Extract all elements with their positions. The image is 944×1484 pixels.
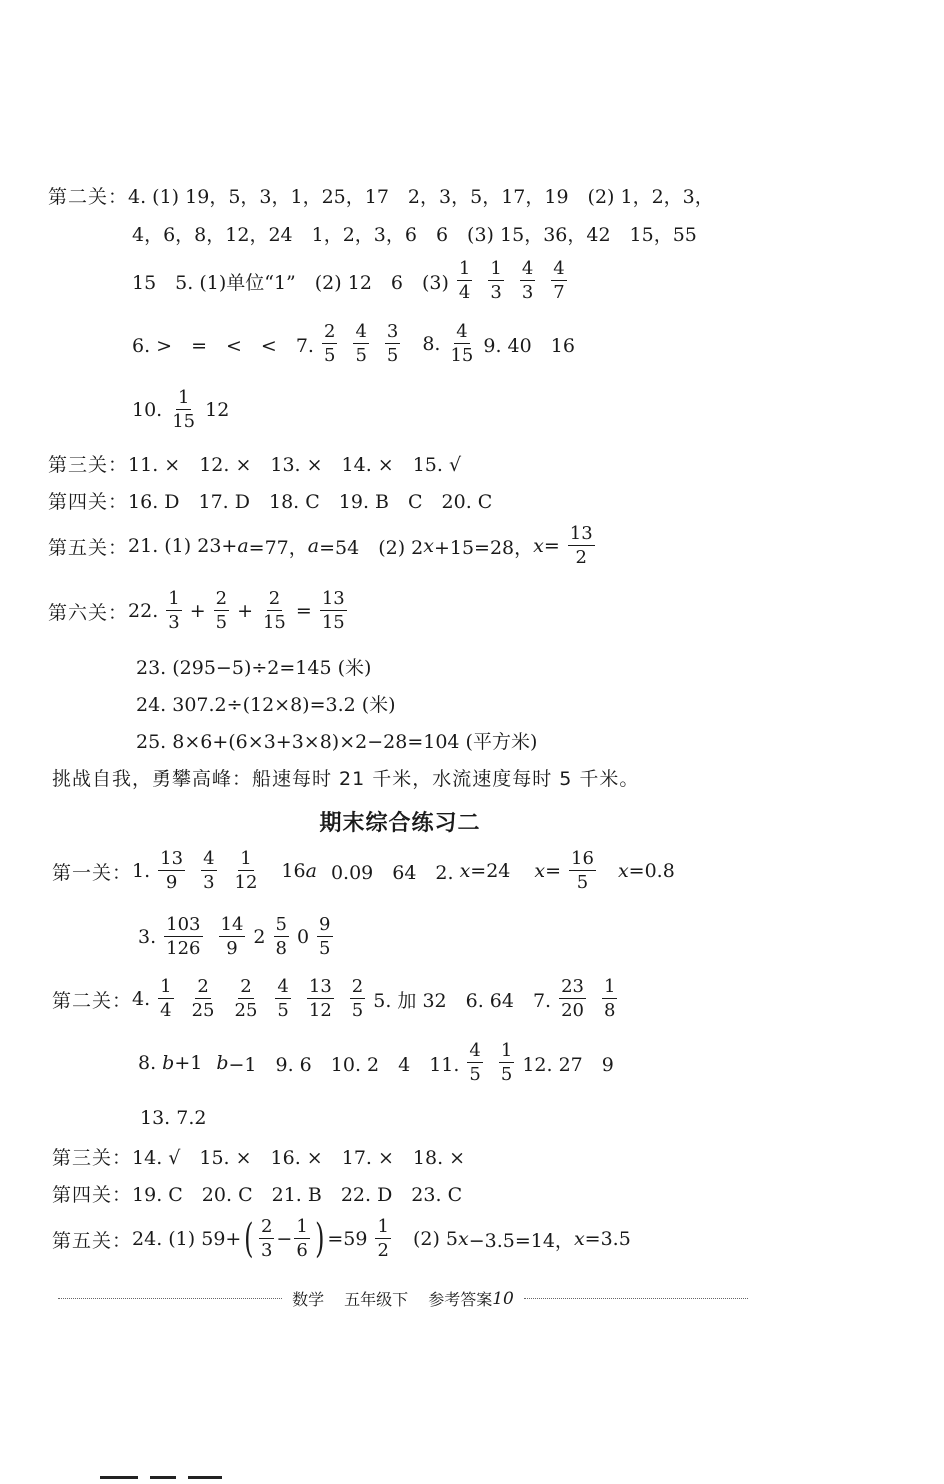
section-label: 第六关： <box>48 601 129 624</box>
fraction: $\frac{2}{3}$ <box>260 1216 273 1261</box>
fraction: $\frac{1}{12}$ <box>234 848 258 893</box>
section-label: 第四关： <box>52 1184 133 1206</box>
answer-text: 21. (1) 23+ <box>128 535 238 557</box>
footer-divider <box>524 1298 748 1299</box>
fraction: $\frac{9}{5}$ <box>319 914 331 959</box>
answer-line <box>132 389 229 431</box>
page-number: 10 <box>492 1288 514 1309</box>
fraction: $\frac{5}{8}$ <box>275 914 287 959</box>
answer-line: 第五关： 21. (1) 23+ a =77， a =54 (2) 2 x +15=28， x = $\frac{13}{2}$ <box>48 523 593 568</box>
answer-line: 第五关： 24. (1) 59+ ( $\frac{2}{3}$ − $\frac{1}{6}$ ) =59 $\frac{1}{2}$ (2) 5 x −3.5=14， x =3.5 <box>52 1216 631 1262</box>
answer-line: 第三关： 14. √ 15. × 16. × 17. × 18. × <box>52 1143 465 1170</box>
fraction: $\frac{1}{3}$ <box>168 588 180 633</box>
answer-text: 6. > = < < 7. <box>132 334 314 357</box>
fraction: $\frac{3}{5}$ <box>386 321 399 366</box>
section-label: 第四关： <box>48 491 129 513</box>
fraction: $\frac{1}{15}$ <box>172 387 196 432</box>
answer-line <box>48 487 492 514</box>
answer-text: 9. 40 16 <box>483 334 575 357</box>
fraction: $\frac{4}{15}$ <box>450 321 474 366</box>
section-label: 第三关： <box>48 454 129 476</box>
fraction: $\frac{2}{5}$ <box>323 321 336 366</box>
fraction: $\frac{4}{3}$ <box>521 258 534 303</box>
answer-text: 15 5. (1)单位“1” (2) 12 6 (3) <box>132 271 449 294</box>
fraction: $\frac{13}{9}$ <box>160 848 184 893</box>
fraction: $\frac{13}{2}$ <box>569 523 593 568</box>
fraction: $\frac{1}{5}$ <box>500 1040 513 1085</box>
answer-line: 第一关： 1. $\frac{13}{9}$ $\frac{4}{3}$ $\frac{1}{12}$ 16 a 0.09 64 2. x =24 x = $\frac{16}{5}$ x =0.8 <box>52 848 675 893</box>
fraction: $\frac{13}{15}$ <box>321 588 345 633</box>
fraction: $\frac{4}{5}$ <box>469 1040 481 1085</box>
page-footer <box>58 1287 748 1310</box>
fraction: $\frac{103}{126}$ <box>166 914 201 959</box>
fraction: $\frac{4}{5}$ <box>277 976 289 1021</box>
fraction: $\frac{1}{8}$ <box>604 976 616 1021</box>
footer-label: 参考答案 <box>428 1290 493 1309</box>
fraction: $\frac{2}{15}$ <box>262 588 286 633</box>
footer-divider <box>58 1298 282 1299</box>
answer-line: 8. b +1 b −1 9. 6 10. 2 4 11. $\frac{4}{5}$ $\frac{1}{5}$ 12. 27 9 <box>138 1040 614 1085</box>
answer-text: 23. (295−5)÷2=145 (米) <box>136 657 372 679</box>
answer-line <box>132 260 575 302</box>
fraction: $\frac{1}{2}$ <box>377 1216 389 1261</box>
answer-text: 4. (1) 19，5，3，1，25，17 2，3，5，17，19 (2) 1，2，3， <box>128 186 714 208</box>
fraction: $\frac{2}{25}$ <box>234 976 258 1021</box>
section-label: 第一关： <box>52 861 133 884</box>
answer-line <box>136 690 396 717</box>
page-title: 期末综合练习二 <box>319 811 481 836</box>
answer-text: 16. D 17. D 18. C 19. B C 20. C <box>128 491 493 513</box>
section-label: 第二关： <box>48 186 129 208</box>
fraction: $\frac{16}{5}$ <box>571 848 594 893</box>
answer-line: 3. $\frac{103}{126}$ $\frac{14}{9}$ 2 $\frac{5}{8}$ 0 $\frac{9}{5}$ <box>138 914 331 959</box>
right-paren: ) <box>314 1216 325 1262</box>
answer-line: 第二关： 4. $\frac{1}{4}$ $\frac{2}{25}$ $\frac{2}{25}$ $\frac{4}{5}$ $\frac{13}{12}$ $\frac{2}{5}$ 5. 加 32 6. 64 7. $\frac{23}{20}$ $\frac{1}{8}$ <box>52 976 616 1021</box>
answer-text: 8. <box>422 333 441 355</box>
fraction: $\frac{4}{7}$ <box>553 258 565 303</box>
fraction: $\frac{23}{20}$ <box>561 976 584 1021</box>
section-label: 第二关： <box>52 989 133 1012</box>
answer-line <box>48 182 714 209</box>
scan-edge-marks <box>100 1462 234 1484</box>
challenge-text: 挑战自我，勇攀高峰：船速每时 21 千米，水流速度每时 5 千米。 <box>52 768 640 790</box>
answer-text: 22. <box>128 600 159 622</box>
section-label: 第五关： <box>48 536 129 559</box>
answer-line <box>48 450 461 477</box>
fraction: $\frac{4}{5}$ <box>355 321 367 366</box>
fraction: $\frac{1}{6}$ <box>296 1216 308 1261</box>
section-label: 第三关： <box>52 1147 133 1169</box>
answer-line <box>136 653 371 680</box>
answer-line: 第六关： 22. $\frac{1}{3}$ + $\frac{2}{5}$ + $\frac{2}{15}$ = $\frac{13}{15}$ <box>48 588 345 633</box>
answer-text: 4，6，8，12，24 1，2，3，6 6 (3) 15，36，42 15，55 <box>132 224 697 246</box>
fraction: $\frac{1}{3}$ <box>490 258 502 303</box>
fraction: $\frac{2}{5}$ <box>351 976 364 1021</box>
fraction: $\frac{13}{12}$ <box>308 976 332 1021</box>
fraction: $\frac{1}{4}$ <box>160 976 172 1021</box>
left-paren: ( <box>244 1216 254 1262</box>
answer-text: 10. <box>132 399 163 421</box>
answer-line: 第四关： 19. C 20. C 21. B 22. D 23. C <box>52 1180 462 1207</box>
footer-subject: 数学 <box>292 1290 325 1309</box>
answer-line <box>136 727 537 754</box>
fraction: $\frac{1}{4}$ <box>458 258 471 303</box>
fraction: $\frac{14}{9}$ <box>220 914 244 959</box>
answer-line <box>132 220 697 247</box>
answer-text: 11. × 12. × 13. × 14. × 15. √ <box>128 454 462 476</box>
section-label: 第五关： <box>52 1229 133 1252</box>
answer-text: 25. 8×6+(6×3+3×8)×2−28=104 (平方米) <box>136 731 538 753</box>
fraction: $\frac{2}{5}$ <box>215 588 228 633</box>
footer-grade: 五年级下 <box>344 1290 409 1309</box>
answer-text: 12 <box>205 399 230 421</box>
fraction: $\frac{2}{25}$ <box>191 976 215 1021</box>
answer-line <box>132 323 575 365</box>
challenge-line <box>52 764 639 791</box>
fraction: $\frac{4}{3}$ <box>203 848 215 893</box>
answer-line: 13. 7.2 <box>140 1107 207 1129</box>
answer-text: 24. 307.2÷(12×8)=3.2 (米) <box>136 694 396 716</box>
